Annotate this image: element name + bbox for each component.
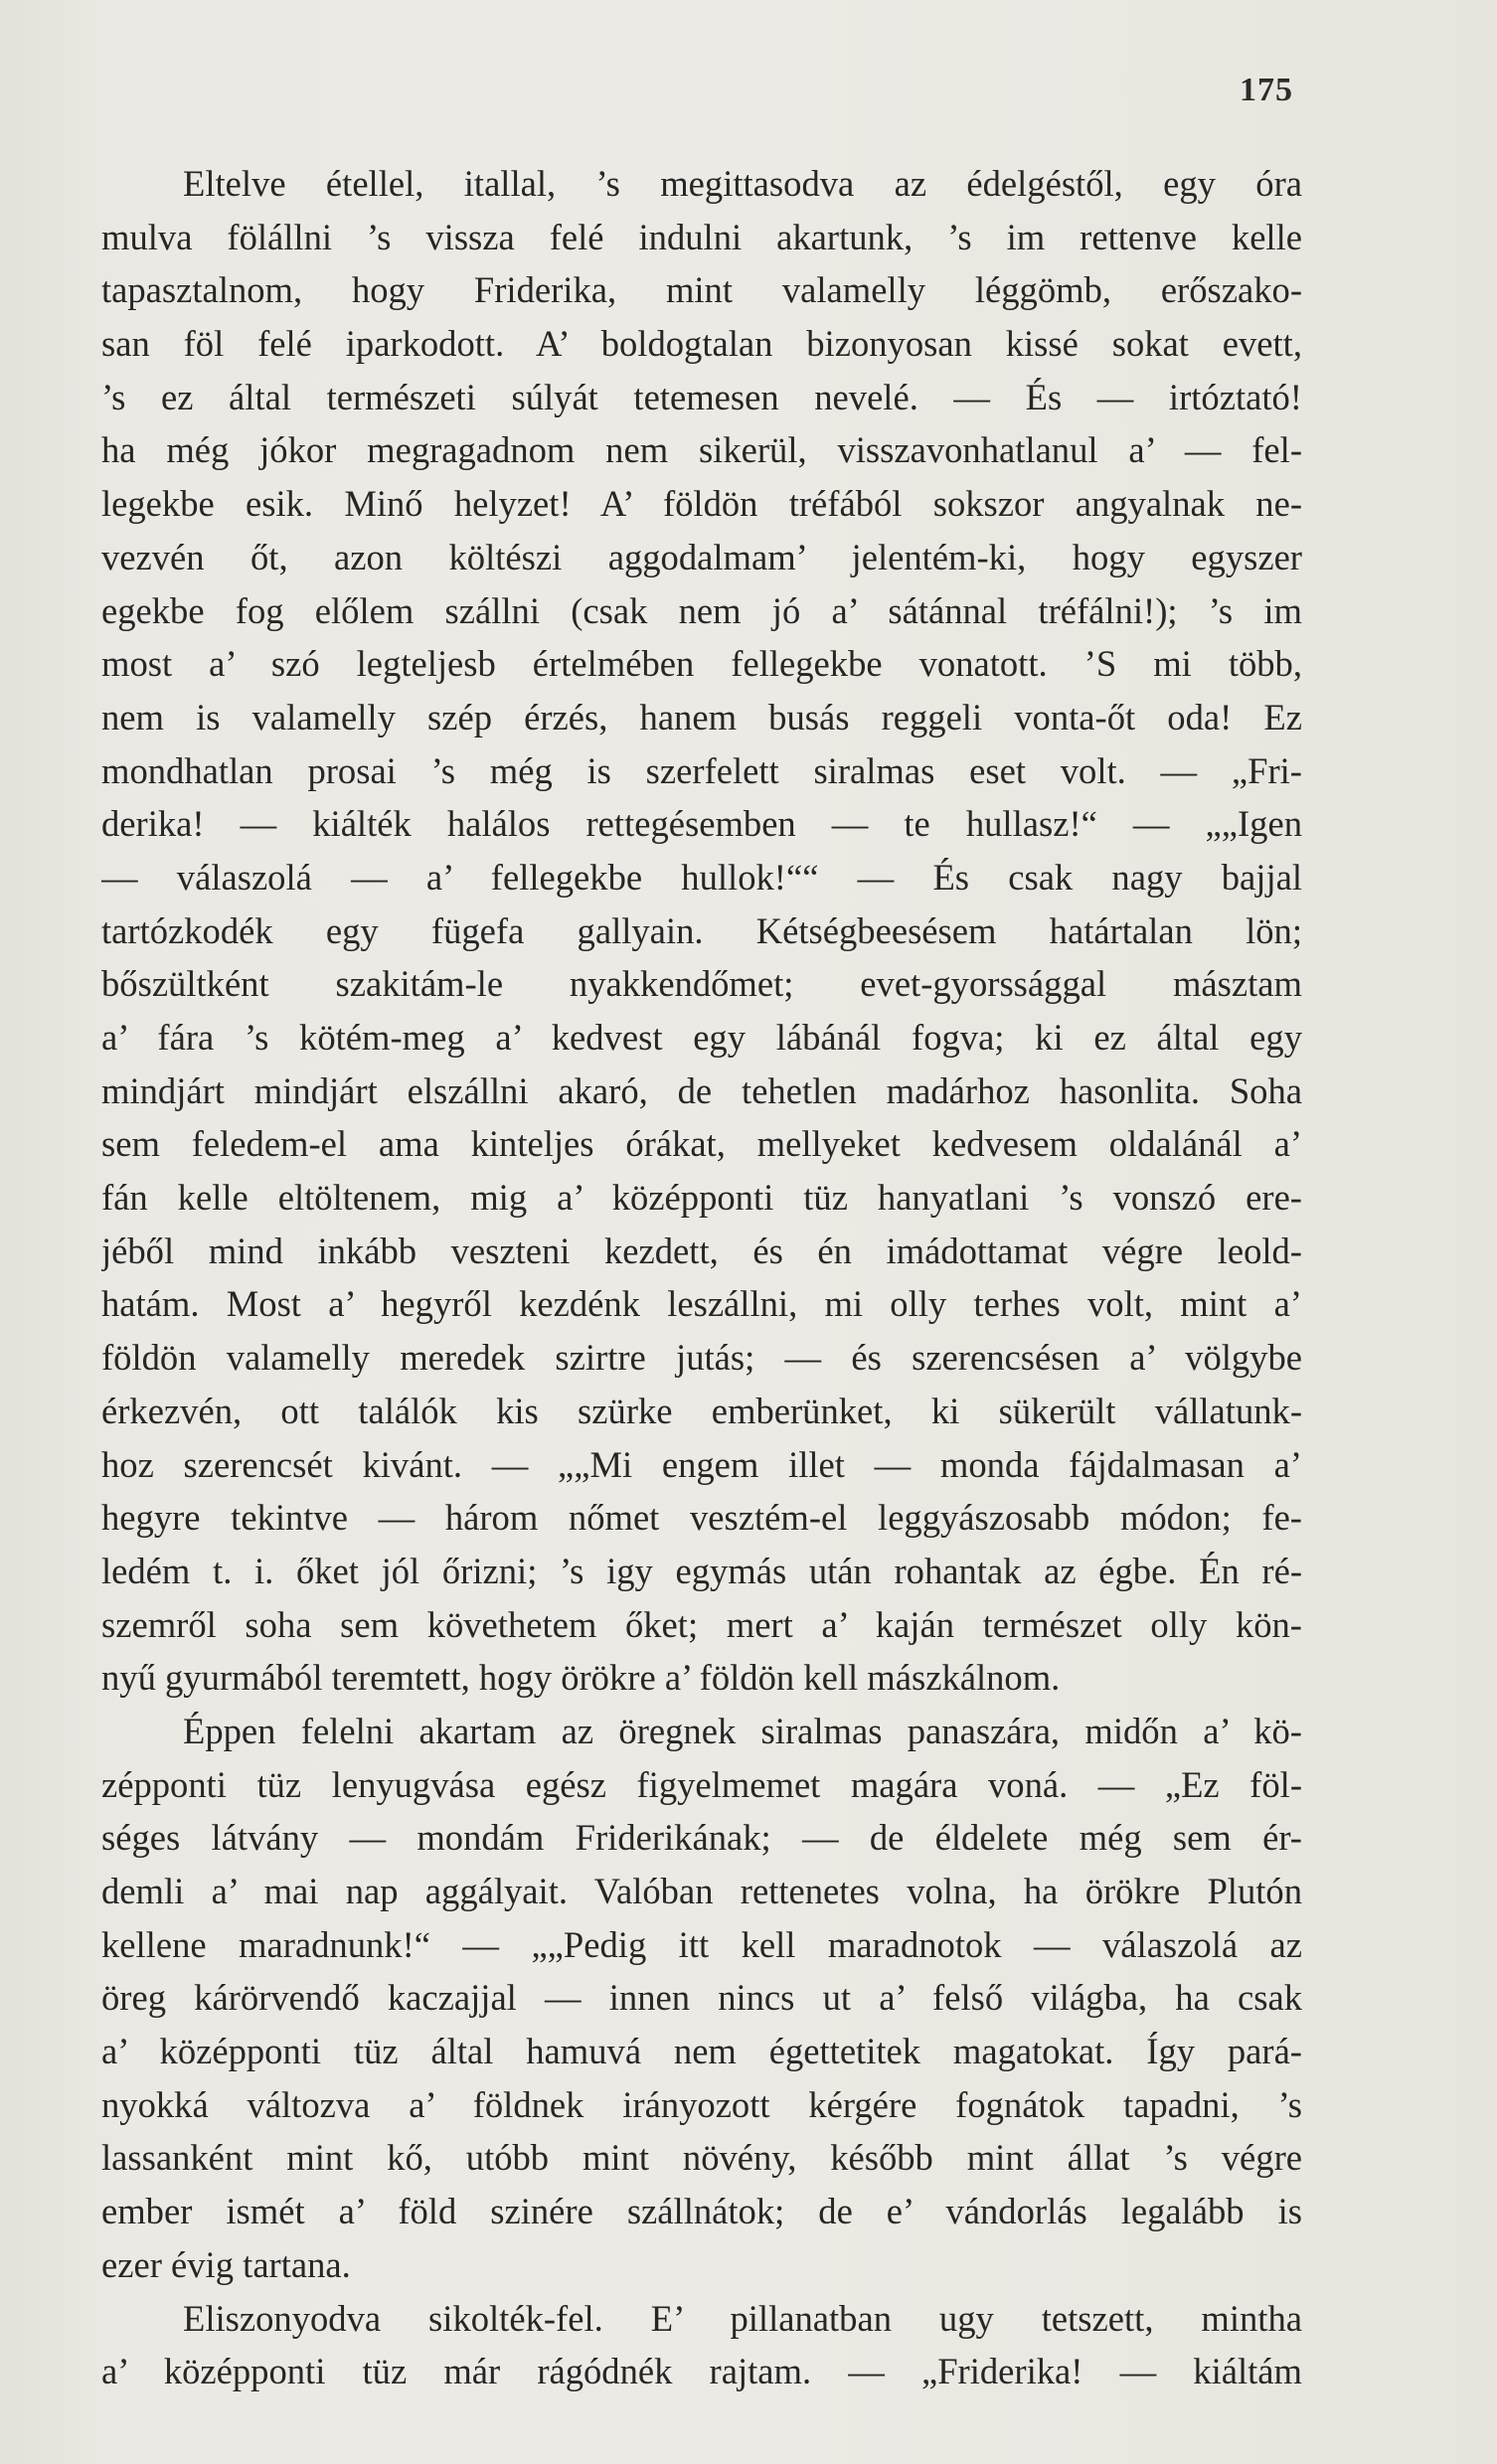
text-line: jéből mind inkább veszteni kezdett, és én imádottamat végre leold-	[101, 1230, 1302, 1271]
paragraph	[101, 2292, 1302, 2398]
text-line: Eliszonyodva sikolték-fel. E’ pillanatban ugy tetszett, mintha	[183, 2297, 1302, 2339]
text-line: sem feledem-el ama kinteljes órákat, mellyeket kedvesem oldalánál a’	[101, 1123, 1302, 1165]
text-line: tartózkodék egy fügefa gallyain. Kétségbeesésem határtalan lön;	[101, 909, 1302, 951]
text-line: lassanként mint kő, utóbb mint növény, később mint állat ’s végre	[101, 2137, 1302, 2179]
text-line: Éppen felelni akartam az öregnek siralmas panaszára, midőn a’ kö-	[183, 1710, 1302, 1751]
text-line: nyokká változva a’ földnek irányozott kérgére fognátok tapadni, ’s	[101, 2083, 1302, 2125]
text-line: a’ fára ’s kötém-meg a’ kedvest egy lábánál fogva; ki ez által egy	[101, 1017, 1302, 1058]
text-line: tapasztalnom, hogy Friderika, mint valamelly léggömb, erőszako-	[101, 269, 1302, 311]
text-line: kellene maradnunk!“ — „„Pedig itt kell maradnotok — válaszolá az	[101, 1923, 1302, 1965]
text-line: séges látvány — mondám Friderikának; — de éldelete még sem ér-	[101, 1817, 1302, 1859]
text-line: mondhatlan prosai ’s még is szerfelett siralmas eset volt. — „Fri-	[101, 749, 1302, 791]
text-line: fán kelle eltöltenem, mig a’ középponti tüz hanyatlani ’s vonszó ere-	[101, 1177, 1302, 1219]
text-line: demli a’ mai nap aggályait. Valóban rettenetes volna, ha örökre Plutón	[101, 1871, 1302, 1911]
text-line: hoz szerencsét kivánt. — „„Mi engem illet — monda fájdalmasan a’	[101, 1443, 1302, 1485]
page-number: 175	[1240, 72, 1293, 108]
text-line: san föl felé iparkodott. A’ boldogtalan bizonyosan kissé sokat evett,	[101, 323, 1302, 365]
text-line: a’ középponti tüz már rágódnék rajtam. — „Friderika! — kiáltám	[101, 2351, 1302, 2392]
text-line: szemről soha sem követhetem őket; mert a’ kaján természet olly kön-	[101, 1603, 1302, 1645]
text-line: nyű gyurmából teremtett, hogy örökre a’ földön kell mászkálnom.	[101, 1657, 1061, 1699]
text-line: most a’ szó legteljesb értelmében fellegekbe vonatott. ’S mi több,	[101, 643, 1302, 685]
text-line: érkezvén, ott találók kis szürke emberünket, ki sükerült vállatunk-	[101, 1390, 1302, 1431]
text-line: legekbe esik. Minő helyzet! A’ földön tréfából sokszor angyalnak ne-	[101, 483, 1302, 525]
text-line: ledém t. i. őket jól őrizni; ’s igy egymás után rohantak az égbe. Én ré-	[101, 1550, 1302, 1591]
text-line: mindjárt mindjárt elszállni akaró, de tehetlen madárhoz hasonlita. Soha	[101, 1069, 1302, 1111]
text-line: földön valamelly meredek szirtre jutás; — és szerencsésen a’ völgybe	[101, 1337, 1302, 1379]
text-line: ember ismét a’ föld szinére szállnátok; de e’ vándorlás legalább is	[101, 2191, 1302, 2232]
text-line: a’ középponti tüz által hamuvá nem égettetitek magatokat. Így pará-	[101, 2031, 1302, 2072]
text-line: Eltelve étellel, itallal, ’s megittasodva az édelgéstől, egy óra	[183, 163, 1302, 204]
text-line: öreg kárörvendő kaczajjal — innen nincs ut a’ felső világba, ha csak	[101, 1977, 1302, 2019]
paragraph	[101, 1705, 1302, 2292]
text-line: ’s ez által természeti súlyát tetemesen nevelé. — És — irtóztató!	[101, 376, 1302, 417]
text-line: hatám. Most a’ hegyről kezdénk leszállni, mi olly terhes volt, mint a’	[101, 1283, 1302, 1325]
body-text	[101, 157, 1302, 2398]
text-line: egekbe fog előlem szállni (csak nem jó a’ sátánnal tréfálni!); ’s im	[101, 589, 1302, 631]
text-line: derika! — kiálték halálos rettegésemben — te hullasz!“ — „„Igen	[101, 803, 1302, 845]
text-line: bőszültként szakitám-le nyakkendőmet; evet-gyorssággal másztam	[101, 963, 1302, 1005]
text-line: nem is valamelly szép érzés, hanem busás reggeli vonta-őt oda! Ez	[101, 696, 1302, 738]
text-line: zépponti tüz lenyugvása egész figyelmemet magára voná. — „Ez föl-	[101, 1763, 1302, 1805]
text-line: vezvén őt, azon költészi aggodalmam’ jelentém-ki, hogy egyszer	[101, 536, 1302, 577]
text-line: — válaszolá — a’ fellegekbe hullok!““ — És csak nagy bajjal	[101, 856, 1302, 898]
paragraph	[101, 157, 1302, 1705]
text-line: hegyre tekintve — három nőmet vesztém-el leggyászosabb módon; fe-	[101, 1497, 1302, 1539]
text-line: mulva fölállni ’s vissza felé indulni akartunk, ’s im rettenve kelle	[101, 216, 1302, 257]
text-line: ezer évig tartana.	[101, 2243, 351, 2285]
text-line: ha még jókor megragadnom nem sikerül, visszavonhatlanul a’ — fel-	[101, 429, 1302, 471]
